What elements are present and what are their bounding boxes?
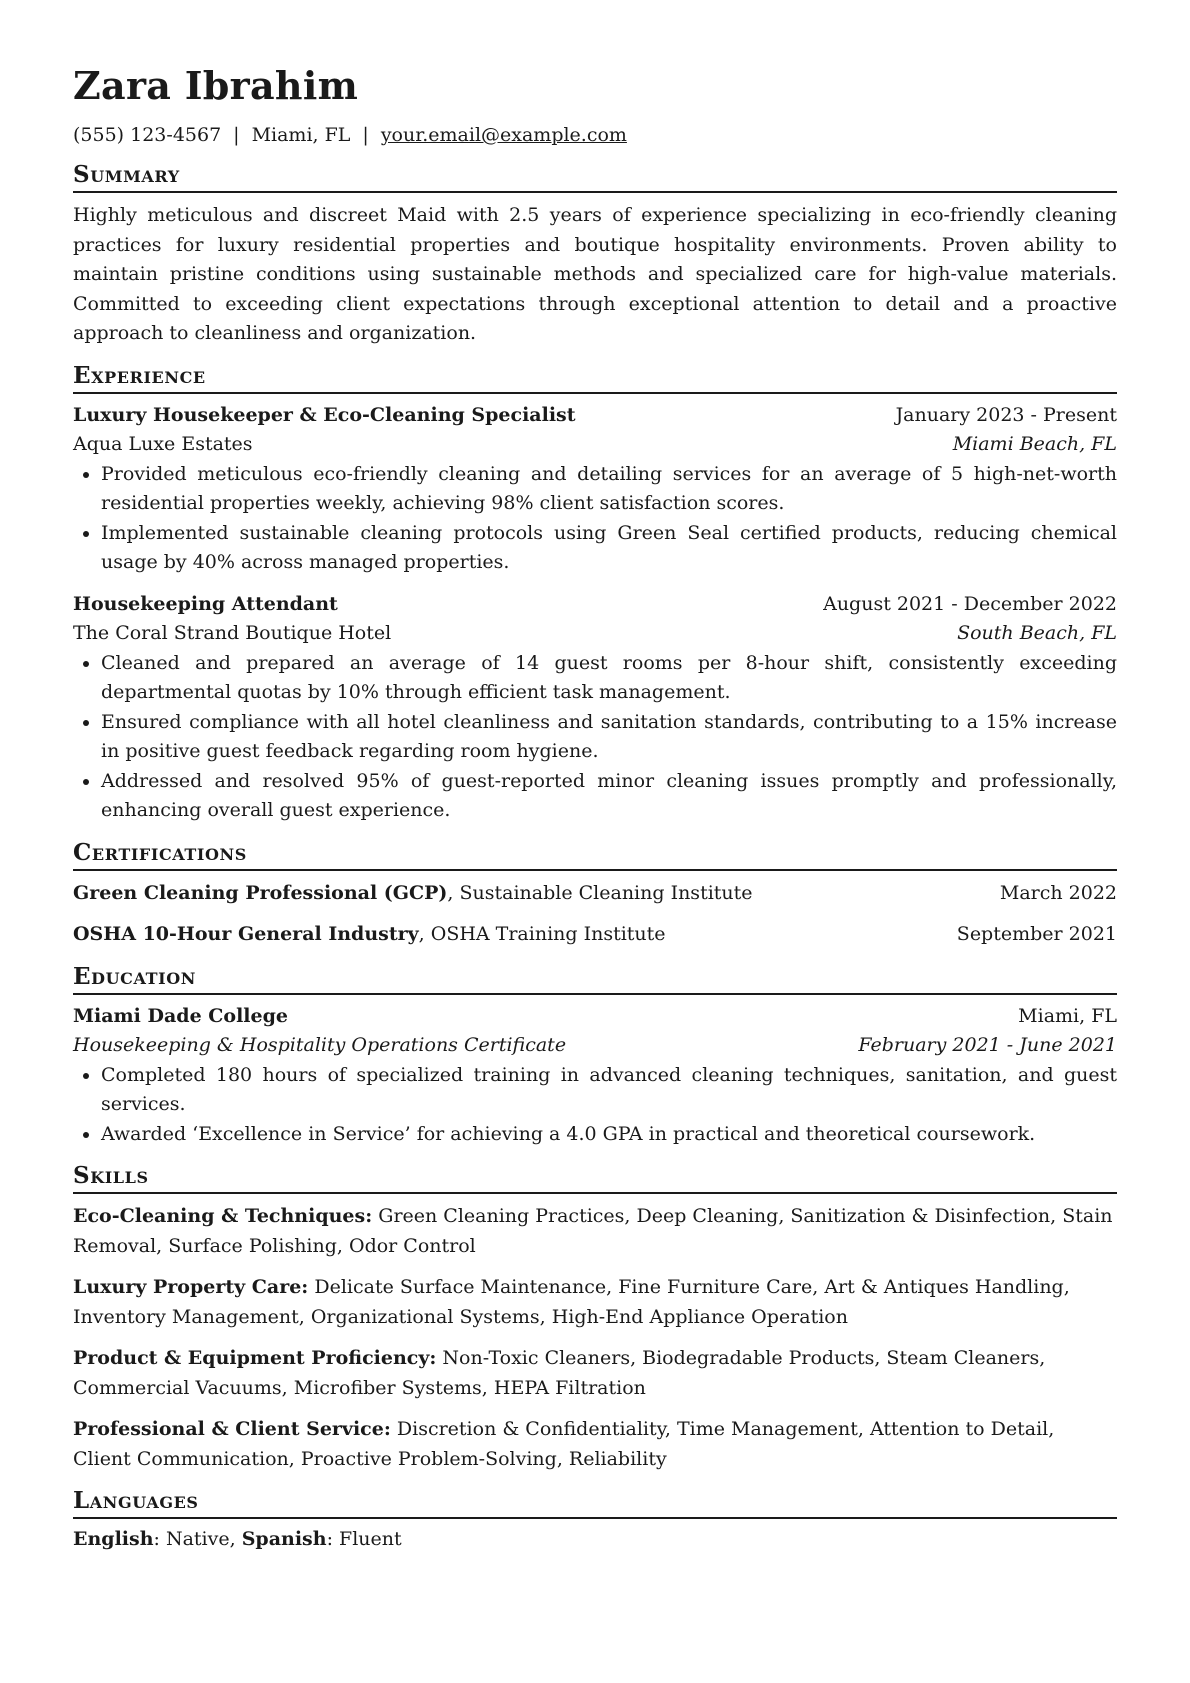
skill-group — [73, 1273, 1117, 1332]
skill-group-label: Product & Equipment Proficiency: — [73, 1347, 437, 1369]
job-company-row — [73, 619, 1117, 649]
job-role: Luxury Housekeeper & Eco-Cleaning Specialist — [73, 403, 576, 426]
job-role: Housekeeping Attendant — [73, 592, 338, 615]
skill-group — [73, 1415, 1117, 1474]
education-program-row — [73, 1031, 1117, 1061]
list-item: • Implemented sustainable cleaning protocols using Green Seal certified products, reducing chemical usage by 40% across managed properties. — [101, 519, 1117, 578]
skill-group-items: Green Cleaning Practices, Deep Cleaning, Sanitization & Disinfection, Stain Removal, Surface Polishing, Odor Control — [73, 1205, 1113, 1257]
candidate-name: Zara Ibrahim — [73, 63, 359, 108]
job-location: South Beach, FL — [957, 622, 1117, 644]
language-level: : Fluent — [326, 1528, 402, 1550]
list-item: • Completed 180 hours of specialized training in advanced cleaning techniques, sanitation, and guest services. — [101, 1061, 1117, 1120]
section-title-summary: Summary — [73, 160, 1117, 193]
job-company: Aqua Luxe Estates — [73, 433, 253, 455]
experience-section — [73, 361, 1117, 826]
summary-section — [73, 160, 1117, 349]
job-dates: August 2021 - December 2022 — [823, 592, 1117, 615]
program-dates: February 2021 - June 2021 — [858, 1034, 1117, 1056]
location: Miami, FL — [251, 124, 351, 146]
skills-section — [73, 1161, 1117, 1474]
school-location: Miami, FL — [1018, 1004, 1117, 1027]
job-location: Miami Beach, FL — [952, 433, 1117, 455]
email-link[interactable]: your.email@example.com — [380, 124, 627, 146]
school-name: Miami Dade College — [73, 1004, 288, 1027]
languages-line — [73, 1525, 1117, 1555]
contact-separator: | — [233, 124, 240, 146]
certification-issuer: , Sustainable Cleaning Institute — [447, 881, 753, 904]
skill-group-label: Professional & Client Service: — [73, 1418, 391, 1440]
section-title-skills: Skills — [73, 1161, 1117, 1194]
skill-group-items: Discretion & Confidentiality, Time Management, Attention to Detail, Client Communication, Proactive Problem-Solving, Reliability — [73, 1418, 1055, 1470]
contact-separator: | — [362, 124, 369, 146]
program-name: Housekeeping & Hospitality Operations Certificate — [73, 1034, 567, 1056]
certification-row — [73, 920, 1117, 950]
skill-group — [73, 1344, 1117, 1403]
education-header-row — [73, 1002, 1117, 1032]
list-item: • Provided meticulous eco-friendly cleaning and detailing services for an average of 5 high-net-worth residential properties weekly, achieving 98% client satisfaction scores. — [101, 460, 1117, 519]
job-company: The Coral Strand Boutique Hotel — [73, 622, 392, 644]
education-bullets — [73, 1061, 1117, 1150]
languages-section — [73, 1486, 1117, 1555]
section-title-education: Education — [73, 962, 1117, 995]
language-name: Spanish — [241, 1528, 327, 1550]
skill-group — [73, 1202, 1117, 1261]
education-entry — [73, 1002, 1117, 1150]
list-item: • Ensured compliance with all hotel cleanliness and sanitation standards, contributing to a 15% increase in positive guest feedback regarding room hygiene. — [101, 708, 1117, 767]
certification-name: Green Cleaning Professional (GCP) — [73, 881, 448, 904]
certification-name: OSHA 10-Hour General Industry — [73, 923, 419, 945]
phone-number: (555) 123-4567 — [73, 124, 222, 146]
list-item: • Addressed and resolved 95% of guest-reported minor cleaning issues promptly and professionally, enhancing overall guest experience. — [101, 767, 1117, 826]
summary-text: Highly meticulous and discreet Maid with 2.5 years of experience specializing in eco-friendly cleaning practices for luxury residential properties and boutique hospitality environments. Proven ability to maintain pristine conditions using sustainable methods and specialized care for high-value materials. Committed to exceeding client expectations through exceptional attention to detail and a proactive approach to cleanliness and organization. — [73, 204, 1117, 344]
certification-date: September 2021 — [956, 923, 1117, 945]
job-entry — [73, 590, 1117, 826]
language-level: : Native, — [153, 1528, 242, 1550]
education-section — [73, 962, 1117, 1150]
skill-group-label: Eco-Cleaning & Techniques: — [73, 1205, 373, 1227]
job-bullets — [73, 460, 1117, 578]
section-title-experience: Experience — [73, 361, 1117, 394]
job-header-row — [73, 401, 1117, 431]
job-bullets — [73, 649, 1117, 826]
section-title-languages: Languages — [73, 1486, 1117, 1519]
list-item: • Cleaned and prepared an average of 14 guest rooms per 8-hour shift, consistently exceeding departmental quotas by 10% through efficient task management. — [101, 649, 1117, 708]
section-title-certifications: Certifications — [73, 838, 1117, 871]
certification-date: March 2022 — [999, 881, 1117, 904]
certifications-section — [73, 838, 1117, 950]
job-header-row — [73, 590, 1117, 620]
contact-line — [73, 122, 1117, 148]
list-item: • Awarded ‘Excellence in Service’ for achieving a 4.0 GPA in practical and theoretical coursework. — [101, 1120, 1117, 1150]
skill-group-label: Luxury Property Care: — [73, 1276, 309, 1298]
job-dates: January 2023 - Present — [895, 403, 1117, 426]
job-company-row — [73, 430, 1117, 460]
skill-group-items: Delicate Surface Maintenance, Fine Furniture Care, Art & Antiques Handling, Inventory Management, Organizational Systems, High-End Appliance Operation — [73, 1276, 1070, 1328]
job-entry — [73, 401, 1117, 578]
certification-issuer: , OSHA Training Institute — [418, 923, 666, 945]
language-name: English — [73, 1528, 154, 1550]
certification-row — [73, 879, 1117, 909]
skill-group-items: Non-Toxic Cleaners, Biodegradable Products, Steam Cleaners, Commercial Vacuums, Microfiber Systems, HEPA Filtration — [73, 1347, 1046, 1399]
